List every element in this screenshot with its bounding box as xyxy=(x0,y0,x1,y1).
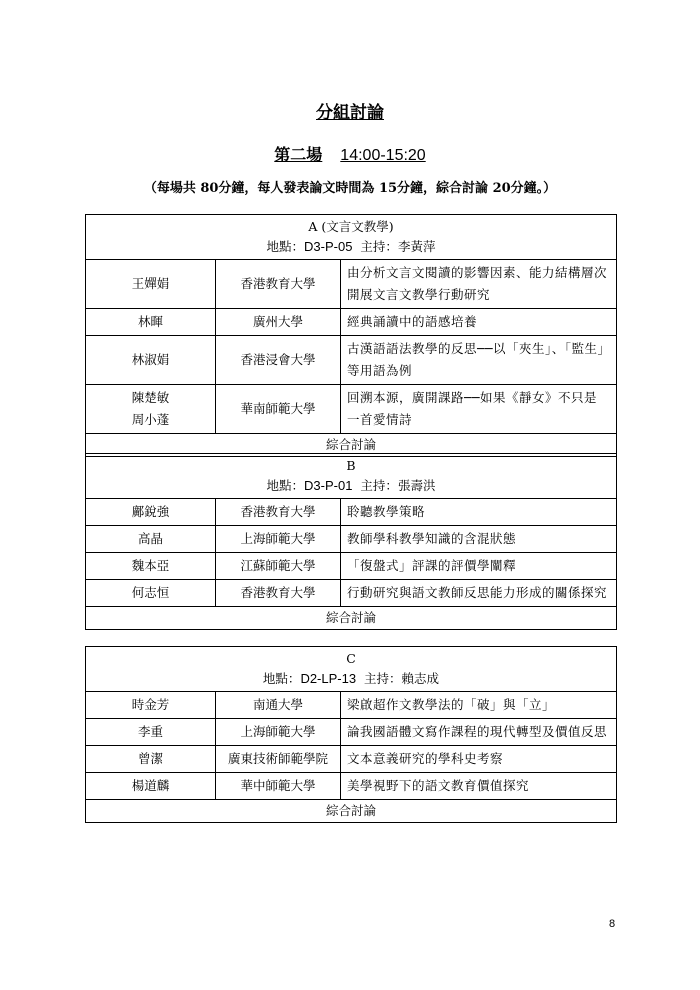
institution: 上海師範大學 xyxy=(216,719,341,746)
paper-title: 回溯本源，廣開課路──如果《靜女》不只是一首愛情詩 xyxy=(341,385,617,434)
table-row xyxy=(86,499,617,526)
group-header xyxy=(86,215,617,260)
paper-title: 梁啟超作文教學法的「破」與「立」 xyxy=(341,692,617,719)
host-value: 張壽洪 xyxy=(397,478,436,493)
paper-title: 教師學科教學知識的含混狀態 xyxy=(341,526,617,553)
presenter: 鄺銳強 xyxy=(86,499,216,526)
location-value: D3-P-05 xyxy=(304,239,353,254)
institution: 南通大學 xyxy=(216,692,341,719)
table-row xyxy=(86,309,617,336)
group-table-c xyxy=(85,646,617,823)
paper-title: 聆聽教學策略 xyxy=(341,499,617,526)
group-location-line xyxy=(92,669,610,689)
presenter: 陳楚敏 周小蓬 xyxy=(86,385,216,434)
table-row xyxy=(86,580,617,607)
location-label: 地點： xyxy=(266,478,305,493)
group-location-line xyxy=(92,476,610,496)
institution: 香港教育大學 xyxy=(216,580,341,607)
location-value: D2-LP-13 xyxy=(300,671,357,686)
paper-title: 經典誦讀中的語感培養 xyxy=(341,309,617,336)
institution: 江蘇師範大學 xyxy=(216,553,341,580)
table-row xyxy=(86,385,617,434)
table-row xyxy=(86,692,617,719)
institution: 香港教育大學 xyxy=(216,260,341,309)
location-label: 地點： xyxy=(262,671,301,686)
session-note: （每場共 80分鐘，每人發表論文時間為 15分鐘，綜合討論 20分鐘。） xyxy=(143,181,557,196)
institution: 香港教育大學 xyxy=(216,499,341,526)
group-header xyxy=(86,454,617,499)
institution: 上海師範大學 xyxy=(216,526,341,553)
institution: 香港浸會大學 xyxy=(216,336,341,385)
host-label: 主持： xyxy=(360,239,398,254)
paper-title: 美學視野下的語文教育價值探究 xyxy=(341,773,617,800)
presenter: 時金芳 xyxy=(86,692,216,719)
session-label: 第二場 xyxy=(274,145,323,164)
discussion-row: 綜合討論 xyxy=(86,607,617,630)
group-code: B xyxy=(346,458,356,473)
presenter: 何志恒 xyxy=(86,580,216,607)
institution: 華中師範大學 xyxy=(216,773,341,800)
page-title: 分組討論 xyxy=(316,103,384,123)
group-table-b xyxy=(85,453,617,630)
presenter: 林暉 xyxy=(86,309,216,336)
paper-title: 古漢語語法教學的反思──以「夾生」、「監生」等用語為例 xyxy=(341,336,617,385)
discussion-row: 綜合討論 xyxy=(86,434,617,457)
group-header xyxy=(86,647,617,692)
presenter: 高晶 xyxy=(86,526,216,553)
group-table-a xyxy=(85,214,617,457)
discussion-row: 綜合討論 xyxy=(86,800,617,823)
institution: 廣東技術師範學院 xyxy=(216,746,341,773)
session-heading xyxy=(0,142,700,165)
presenter: 楊道麟 xyxy=(86,773,216,800)
group-code: C xyxy=(346,651,356,666)
table-row xyxy=(86,526,617,553)
presenter: 林淑娟 xyxy=(86,336,216,385)
session-time: 14:00-15:20 xyxy=(340,147,426,164)
table-row xyxy=(86,719,617,746)
institution: 廣州大學 xyxy=(216,309,341,336)
table-row xyxy=(86,336,617,385)
table-row xyxy=(86,746,617,773)
table-row xyxy=(86,553,617,580)
paper-title: 行動研究與語文教師反思能力形成的關係探究 xyxy=(341,580,617,607)
paper-title: 論我國語體文寫作課程的現代轉型及價值反思 xyxy=(341,719,617,746)
presenter: 曾潔 xyxy=(86,746,216,773)
institution: 華南師範大學 xyxy=(216,385,341,434)
host-value: 李黃萍 xyxy=(397,239,436,254)
location-value: D3-P-01 xyxy=(304,478,353,493)
host-value: 賴志成 xyxy=(401,671,440,686)
paper-title: 文本意義研究的學科史考察 xyxy=(341,746,617,773)
table-row xyxy=(86,260,617,309)
paper-title: 「復盤式」評課的評價學闡釋 xyxy=(341,553,617,580)
table-row xyxy=(86,773,617,800)
presenter: 李重 xyxy=(86,719,216,746)
page-number: 8 xyxy=(609,918,616,930)
group-location-line xyxy=(92,237,610,257)
location-label: 地點： xyxy=(266,239,305,254)
host-label: 主持： xyxy=(360,478,398,493)
presenter: 王嬋娟 xyxy=(86,260,216,309)
host-label: 主持： xyxy=(364,671,402,686)
group-code: A (文言文教學) xyxy=(308,219,394,234)
paper-title: 由分析文言文閱讀的影響因素、能力結構層次開展文言文教學行動研究 xyxy=(341,260,617,309)
presenter: 魏本亞 xyxy=(86,553,216,580)
